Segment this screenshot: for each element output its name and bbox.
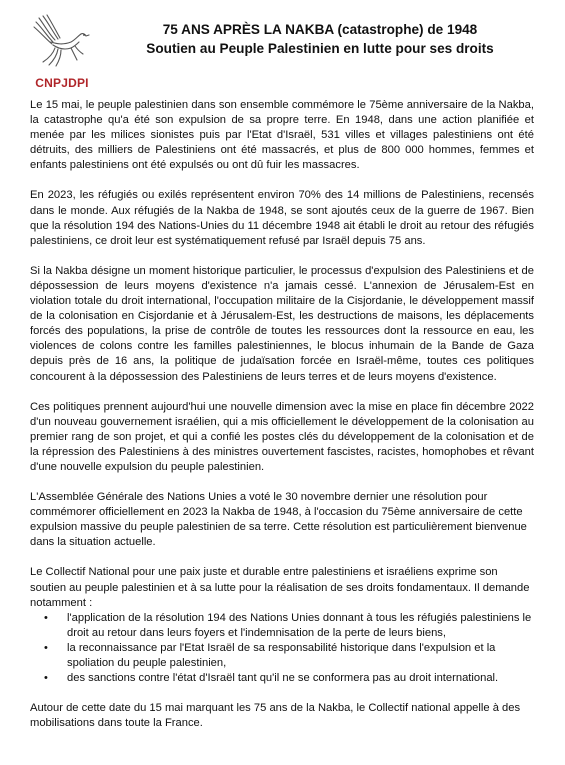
list-item: • la reconnaissance par l'Etat Israël de sa responsabilité historique dans l'expulsion et la spoliation du peuple palestinien,: [30, 641, 534, 671]
paragraph-mobilisation: Autour de cette date du 15 mai marquant les 75 ans de la Nakba, le Collectif national appelle à des mobilisations dans toute la France.: [30, 702, 521, 730]
paragraph-refugees: En 2023, les réfugiés ou exilés représentent environ 70% des 14 millions de Palestiniens, recensés dans le monde. Aux réfugiés de la Nakba de 1948, se sont ajoutés ceux de la guerre de 1967. Bien que la résolution 194 des Nations-Unies du 11 décembre 1948 ait établi le droit au retour des réfugiés palestiniens, ce droit leur est systématiquement refusé par Israël depuis 75 ans.: [30, 189, 534, 247]
title-line-2: Soutien au Peuple Palestinien en lutte pour ses droits: [146, 41, 494, 56]
paragraph-collectif: Le Collectif National pour une paix juste et durable entre palestiniens et israéliens exprime son soutien au peuple palestinien et à sa lutte pour la réalisation de ses droits fondamentaux. Il demande notamment :: [30, 566, 530, 609]
title-line-1: 75 ANS APRÈS LA NAKBA (catastrophe) de 1948: [162, 22, 478, 37]
logo-text: CNPJDPI: [35, 76, 89, 90]
page-title: [110, 20, 530, 58]
list-item: • des sanctions contre l'état d'Israël tant qu'il ne se conformera pas au droit international.: [30, 671, 534, 686]
dove-icon: [31, 12, 93, 74]
cnpjdpi-logo: [27, 12, 97, 98]
demands-list: [30, 611, 534, 686]
paragraph-dispossession: Si la Nakba désigne un moment historique particulier, le processus d'expulsion des Palestiniens et de dépossession de leurs moyens d'existence n'a jamais cessé. L'annexion de Jérusalem-Est en violation totale du droit international, l'occupation militaire de la Cisjordanie, le développement massif de la colonisation en Cisjordanie et à Jérusalem-Est, les destructions de maisons, les déplacements forcés des populations, la prise de contrôle de toutes les ressources dont la ressource en eau, les violences de colons contre les familles palestiniennes, le blocus inhumain de la Bande de Gaza depuis près de 16 ans, la politique de judaïsation forcée en Israël-même, toutes ces politiques concourent à la dépossession des Palestiniens de leurs terres et de leurs moyens d'existence.: [30, 264, 534, 383]
paragraph-un-resolution: L'Assemblée Générale des Nations Unies a voté le 30 novembre dernier une résolution pour commémorer officiellement en 2023 la Nakba de 1948, à l'occasion du 75ème anniversaire de cette expulsion massive du peuple palestinien de sa terre. Cette résolution est particulièrement bienvenue dans la situation actuelle.: [30, 491, 527, 549]
list-item: • l'application de la résolution 194 des Nations Unies donnant à tous les réfugiés palestiniens le droit au retour dans leurs foyers et l'indemnisation de la perte de leurs biens,: [30, 611, 534, 641]
paragraph-government: Ces politiques prennent aujourd'hui une nouvelle dimension avec la mise en place fin décembre 2022 d'un nouveau gouvernement israélien, qui a mis officiellement le développement de la colonisation au premier rang de son projet, et qui a confié les postes clés du développement de la colonisation et de la répression des Palestiniens à des ministres ouvertement fascistes, racistes, homophobes et rêvant d'une nouvelle expulsion du peuple palestinien.: [30, 400, 534, 473]
document-body: [30, 98, 534, 746]
paragraph-intro: Le 15 mai, le peuple palestinien dans son ensemble commémore le 75ème anniversaire de la Nakba, la catastrophe qu'a été son expulsion de sa propre terre. En 1948, dans une action planifiée et menée par les milices sionistes puis par l'Etat d'Israël, 531 villes et villages palestiniens ont été détruits, des milliers de Palestiniens ont été massacrés, et plus de 800 000 hommes, femmes et enfants palestiniens ont été expulsés ou ont dû fuir les massacres.: [30, 99, 534, 172]
